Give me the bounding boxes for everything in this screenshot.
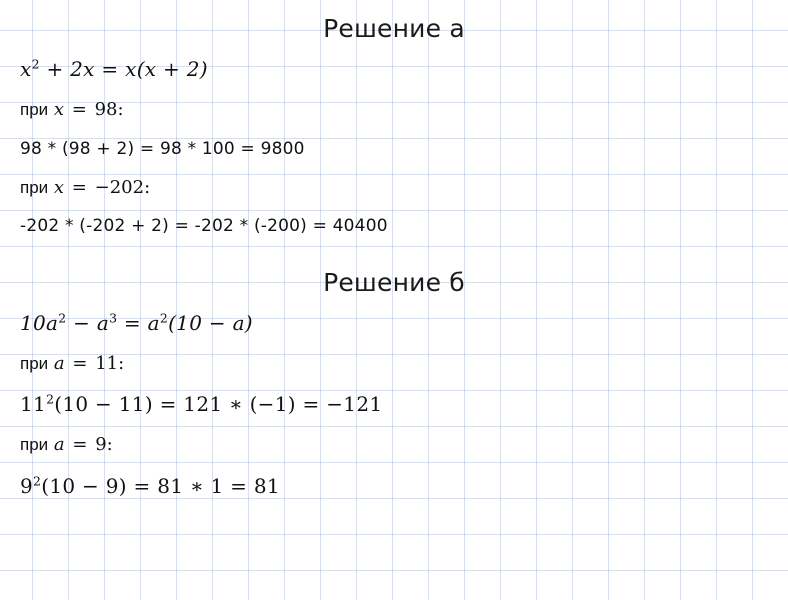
equation-a-exponent: 2 xyxy=(31,56,40,72)
equation-b-exp2: 3 xyxy=(109,309,118,325)
section-heading-b: Решение б xyxy=(323,267,465,297)
variable-x-a1: x xyxy=(53,99,65,120)
calculation-a-2: -202 * (-202 + 2) = -202 * (-200) = 40400 xyxy=(20,216,388,237)
calc-b2-base: 9 xyxy=(20,473,34,498)
calculation-b-2 xyxy=(20,474,768,499)
colon-a2: : xyxy=(144,176,151,198)
equation-b-factorization xyxy=(20,311,768,336)
colon-b1: : xyxy=(118,352,125,374)
equation-a-factorization xyxy=(20,57,768,82)
calc-b1-exponent: 2 xyxy=(46,391,55,407)
calculation-a-1: 98 * (98 + 2) = 98 * 100 = 9800 xyxy=(20,138,305,159)
substitution-b-1 xyxy=(20,353,768,376)
equation-b-part2: − a xyxy=(66,310,110,335)
label-pri-a2: при xyxy=(20,177,49,197)
label-pri-b1: при xyxy=(20,353,49,373)
equation-b-part1: 10a xyxy=(20,310,59,335)
equation-b-exp1: 2 xyxy=(58,309,67,325)
value-b1: 11 xyxy=(95,352,119,374)
value-a1: 98 xyxy=(94,99,118,120)
calc-b1-base: 11 xyxy=(20,392,47,416)
substitution-a-1 xyxy=(20,99,768,122)
equals-a1: = xyxy=(71,99,87,120)
variable-x-a2: x xyxy=(53,176,65,198)
substitution-b-2 xyxy=(20,434,768,457)
label-pri-a1: при xyxy=(20,100,49,119)
calc-b1-rest: (10 − 11) = 121 ∗ (−1) = −121 xyxy=(54,392,383,416)
equation-b-part4: (10 − a) xyxy=(168,310,253,335)
variable-a-b1: a xyxy=(53,352,65,374)
equals-b1: = xyxy=(72,352,88,374)
section-heading-a: Решение а xyxy=(323,14,465,43)
substitution-a-2 xyxy=(20,177,768,200)
equation-b-part3: = a xyxy=(117,310,160,335)
equals-a2: = xyxy=(71,176,87,198)
calc-b2-exponent: 2 xyxy=(33,472,42,488)
value-a2: −202 xyxy=(94,176,145,198)
value-b2: 9 xyxy=(95,434,107,455)
variable-a-b2: a xyxy=(53,434,65,455)
label-pri-b2: при xyxy=(20,435,49,454)
calculation-b-1 xyxy=(20,392,768,417)
equation-a-rest: + 2x = x(x + 2) xyxy=(39,57,208,81)
colon-a1: : xyxy=(117,99,124,120)
equals-b2: = xyxy=(72,434,88,455)
calc-b2-rest: (10 − 9) = 81 ∗ 1 = 81 xyxy=(41,473,280,498)
colon-b2: : xyxy=(106,434,113,455)
equation-b-exp3: 2 xyxy=(159,309,169,325)
equation-a-x-base: x xyxy=(20,57,32,81)
